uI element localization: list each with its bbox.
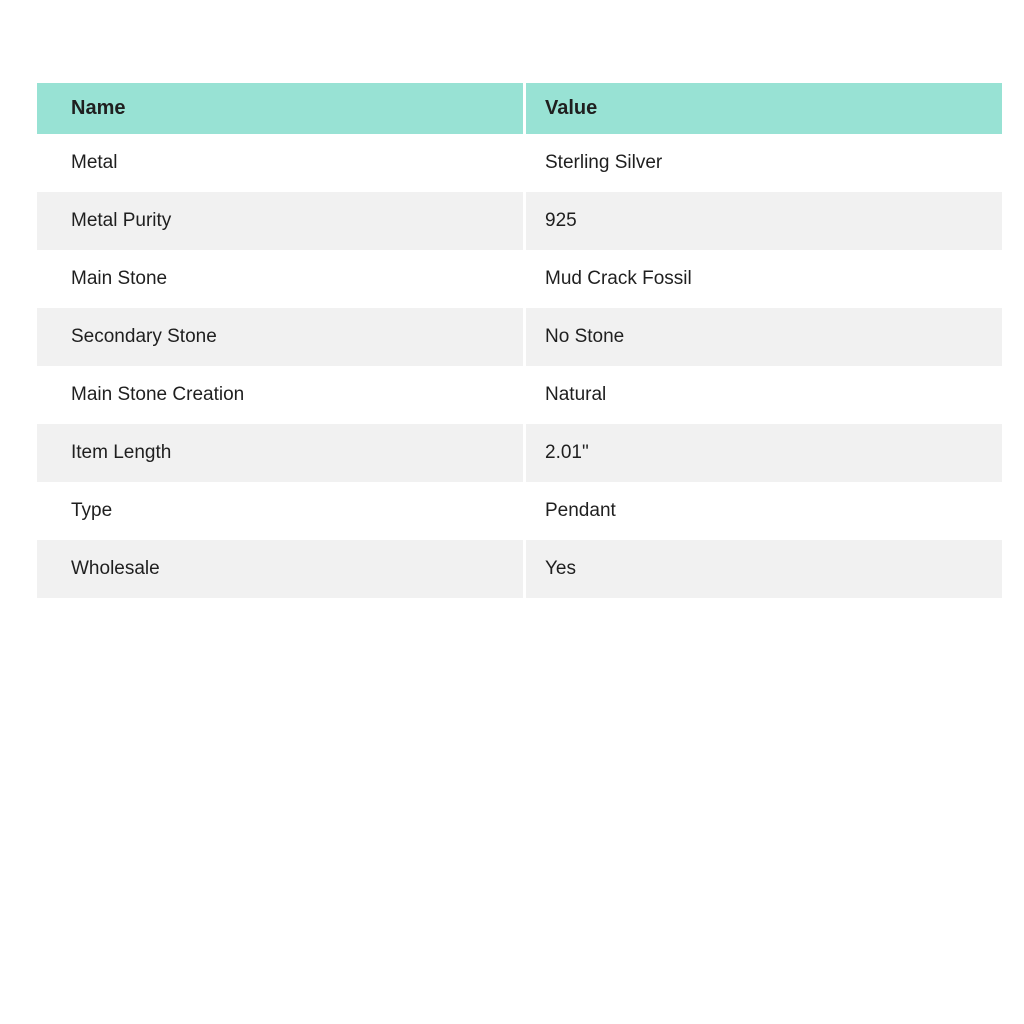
attribute-name-cell: Item Length [37, 424, 526, 482]
attribute-value-cell: No Stone [526, 308, 1002, 366]
table-row [37, 366, 1002, 424]
column-header-value: Value [526, 83, 1002, 134]
attribute-name-cell: Metal Purity [37, 192, 526, 250]
table-row [37, 482, 1002, 540]
attribute-name-cell: Main Stone [37, 250, 526, 308]
attribute-value-cell: Sterling Silver [526, 134, 1002, 192]
table-header-row [37, 83, 1002, 134]
table-row [37, 192, 1002, 250]
attribute-value-cell: Pendant [526, 482, 1002, 540]
attribute-name-cell: Metal [37, 134, 526, 192]
attribute-value-cell: Yes [526, 540, 1002, 598]
table-row [37, 134, 1002, 192]
table-row [37, 250, 1002, 308]
table-row [37, 540, 1002, 598]
attribute-value-cell: Natural [526, 366, 1002, 424]
attribute-value-cell: 925 [526, 192, 1002, 250]
attribute-name-cell: Secondary Stone [37, 308, 526, 366]
attribute-name-cell: Main Stone Creation [37, 366, 526, 424]
attribute-value-cell: Mud Crack Fossil [526, 250, 1002, 308]
table-body [37, 134, 1002, 598]
table-row [37, 424, 1002, 482]
attribute-name-cell: Wholesale [37, 540, 526, 598]
table-header [37, 83, 1002, 134]
product-spec-table [37, 83, 1002, 598]
attribute-value-cell: 2.01" [526, 424, 1002, 482]
table-row [37, 308, 1002, 366]
column-header-name: Name [37, 83, 526, 134]
attribute-name-cell: Type [37, 482, 526, 540]
